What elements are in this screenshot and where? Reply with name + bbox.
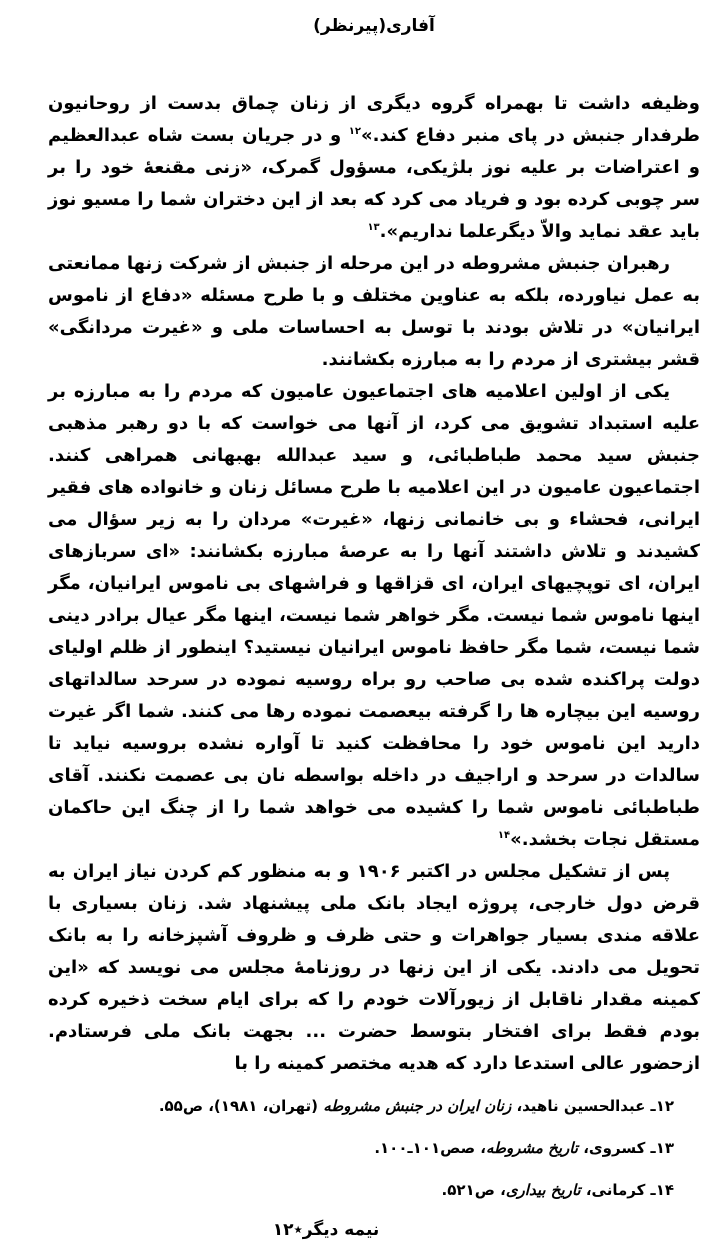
paragraph-2 <box>48 248 700 376</box>
footnote-book-title: زنان ایران در جنبش مشروطه <box>323 1097 512 1115</box>
paragraph-text: یکی از اولین اعلامیه های اجتماعیون عامیون که مردم را به مبارزه بر علیه استبداد تشویق می کرد، از آنها می خواست که با دو رهبر مذهبی جنبش سید محمد طباطبائی، و سید عبدالله بهبهانی همراهی کنند. اجتماعیون عامیون در این اعلامیه با طرح مسائل زنان و خانواده های فقیر ایرانی، فحشاء و بی خانمانی زنها، «غیرت» مردان را به زیر سؤال می کشیدند و تلاش داشتند آنها را به عرصهٔ مبارزه بکشانند: «ای سربازهای ایران، ای توپچیهای ایران، ای قزاقها و فراشهای بی ناموس ایرانیان، مگر اینها ناموس شما نیست. مگر خواهر شما نیست، اینها مگر عیال برادر دینی شما نیست، شما مگر حافظ ناموس ایرانیان نیستید؟ اینطور از ظلم اولیای دولت پراکنده شده بی صاحب رو براه روسیه نموده در سرحد سالداتهای روسیه این بیچاره ها را گرفته بیعصمت نموده رها می کنند. شما اگر غیرت دارید این ناموس خود را محافظت کنید تا آواره نشده بروسیه نیاید تا سالدات در سرحد و اراجیف در داخله بواسطه نان بی عصمت نکنند. آقای طباطبائی ناموس شما را کشیده می خواهد شما را از چنگ این حاکمان مستقل نجات بخشد.» <box>48 381 700 850</box>
footnote-author: عبدالحسین ناهید، <box>511 1097 651 1115</box>
footnote-ref-12: ۱۲ <box>348 126 362 137</box>
footnote-number: ۱۳ـ <box>650 1139 674 1157</box>
paragraph-text: پس از تشکیل مجلس در اکتبر ۱۹۰۶ و به منظور کم کردن نیاز ایران به قرض دول خارجی، پروژه ایجاد بانک ملی پیشنهاد شد. زنان بسیاری با علاقه مندی بسیار جواهرات و حتی ظرف و ظروف آشپزخانه را به بانک تحویل می دادند. یکی از این زنها در روزنامهٔ مجلس می نویسد که «این کمینه مقدار ناقابل از زیورآلات خودم را که برای ایام سخت ذخیره کرده بودم فقط برای افتخار بتوسط حضرت ... بجهت بانک ملی فرستادم. ازحضور عالی استدعا دارد که هدیه مختصر کمینه را با <box>48 861 700 1074</box>
footnote-ref-13: ۱۳ <box>367 222 380 233</box>
footnote-14 <box>48 1178 674 1203</box>
footnote-author: کرمانی، <box>580 1181 651 1199</box>
paragraph-text: وظیفه داشت تا بهمراه گروه دیگری از زنان چماق بدست از روحانیون طرفدار جنبش در پای منبر دفاع کند.» <box>48 93 701 146</box>
footnotes-section <box>48 1094 674 1203</box>
footnote-book-title: تاریخ بیداری <box>505 1181 581 1199</box>
journal-footer-page-number: نیمه دیگر٭۱۲ <box>272 1220 380 1240</box>
paragraph-text: رهبران جنبش مشروطه در این مرحله از جنبش از شرکت زنها ممانعتی به عمل نیاورده، بلکه به عناوین مختلف و با طرح مسئله «دفاع از ناموس ایرانیان» در تلاش بودند با توسل به احساسات ملی و «غیرت مردانگی» قشر بیشتری از مردم را به مبارزه بکشانند. <box>48 253 700 370</box>
paragraph-1 <box>48 88 700 248</box>
footnote-citation: (تهران، ۱۹۸۱)، ص۵۵. <box>158 1097 324 1115</box>
footnote-book-title: تاریخ مشروطه <box>486 1139 578 1157</box>
paragraph-text: و در جریان بست شاه عبدالعظیم و اعتراضات بر علیه نوز بلژیکی، مسؤول گمرک، «زنی مقنعهٔ خود را بر سر چوبی کرده بود و فریاد می کرد که بعد از این دختران شما را مسیو نوز باید عقد نماید والاّ دیگرعلما نداریم». <box>48 125 700 242</box>
footnote-12 <box>48 1094 674 1119</box>
footnote-citation: ، ص۵۲۱. <box>441 1181 506 1199</box>
document-page <box>32 0 716 1240</box>
footnote-citation: ، صص۱۰۱ـ۱۰۰. <box>374 1139 486 1157</box>
article-body <box>48 88 700 1080</box>
footnote-number: ۱۲ـ <box>650 1097 674 1115</box>
footnote-number: ۱۴ـ <box>650 1181 674 1199</box>
footnote-author: کسروی، <box>578 1139 651 1157</box>
paragraph-4 <box>48 856 700 1080</box>
footnote-13 <box>48 1136 674 1161</box>
footnote-ref-14: ۱۴ <box>497 830 511 841</box>
paragraph-3 <box>48 376 700 856</box>
running-head: آفاری(پیرنظر) <box>313 16 435 36</box>
